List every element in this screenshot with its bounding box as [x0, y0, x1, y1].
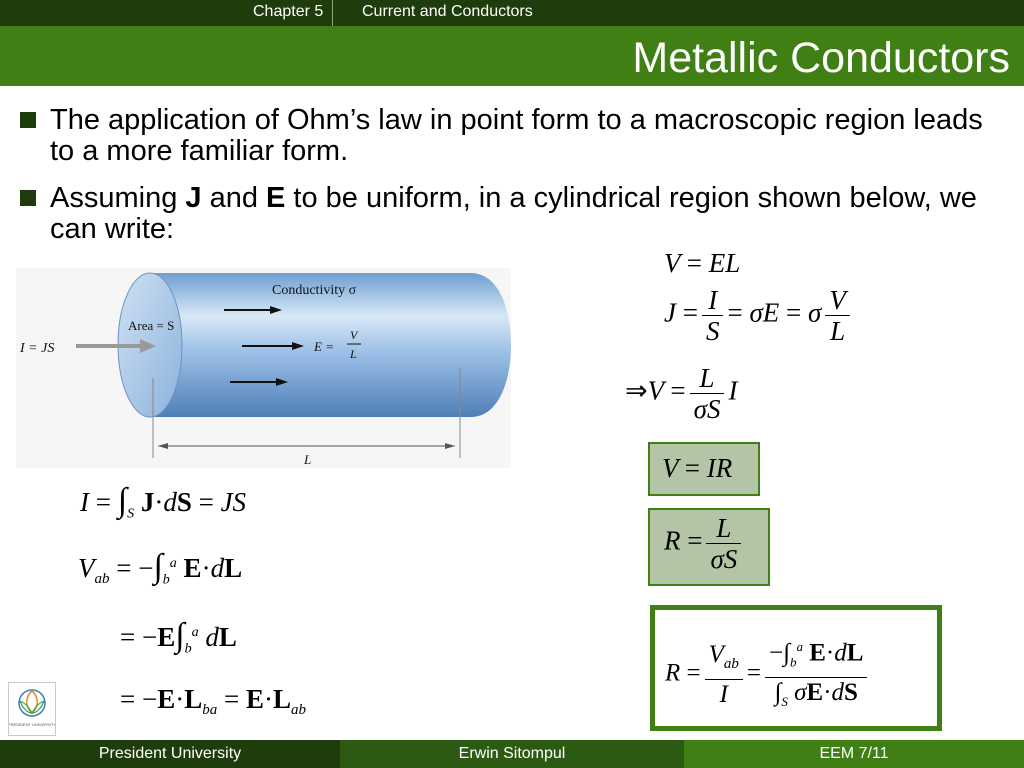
footer-author: Erwin Sitompul — [340, 740, 684, 768]
lotus-logo-icon — [9, 683, 55, 735]
university-logo — [8, 682, 56, 736]
area-label: Area = S — [128, 318, 175, 333]
cylinder-figure — [16, 268, 511, 468]
equation-v-el: V = EL — [664, 248, 741, 278]
section-label: Current and Conductors — [362, 3, 533, 20]
equation-vab-step2: = $-E\int_b^a$ dL — [120, 617, 237, 657]
bullet-text-1: The application of Ohm’s law in point form to a macroscopic region leads to a more familiar form. — [50, 104, 983, 167]
equation-v-derived: ⇒V = $\frac{L}{\sigma S}$ I — [625, 363, 738, 424]
footer-bar — [0, 740, 1024, 768]
bullet-square-icon — [20, 190, 36, 206]
current-label: I = JS — [20, 341, 55, 356]
equation-vab-step3: = $-E\cdot L_{ba} = E\cdot L_{ab}$ — [120, 684, 307, 718]
boxed-resistance: R = $\frac{L}{\sigma S}$ — [648, 508, 770, 586]
length-label: L — [304, 452, 312, 467]
top-bar — [0, 0, 1024, 26]
bullet-uniform — [20, 183, 1010, 245]
chapter-label: Chapter 5 — [244, 0, 333, 26]
footer-page: EEM 7/11 — [684, 740, 1024, 768]
field-label: E = — [314, 339, 334, 354]
conductivity-label: Conductivity σ — [272, 283, 357, 298]
equation-vab: $V_{ab} = -\int_b^a$ E·dL — [78, 548, 243, 588]
title-bar — [0, 26, 1024, 86]
boxed-ohms-law: V = IR — [648, 442, 760, 496]
boxed-general-resistance: R = $\frac{V_{ab}}{I}$ = $\frac{-\int_b^a E\cdot dL}{\int_S \sigma E\cdot dS}$ — [650, 605, 942, 731]
logo-text: PRESIDENT UNIVERSITY — [9, 722, 55, 727]
footer-university: President University — [0, 740, 340, 768]
field-v: V — [350, 328, 358, 342]
bullet-text-2: Assuming J and E to be uniform, in a cylindrical region shown below, we can write: — [50, 182, 977, 245]
bullet-ohms-law — [20, 105, 1010, 167]
equation-current-integral: $I = \int_S$ J·dS = JS — [80, 482, 247, 522]
equation-j: J = $\frac{I}{S}$ = σE = σ $\frac{V}{L}$ — [664, 285, 854, 346]
bullet-square-icon — [20, 112, 36, 128]
field-l: L — [350, 347, 357, 361]
slide-title: Metallic Conductors — [632, 34, 1010, 82]
cylinder-diagram — [16, 268, 511, 468]
